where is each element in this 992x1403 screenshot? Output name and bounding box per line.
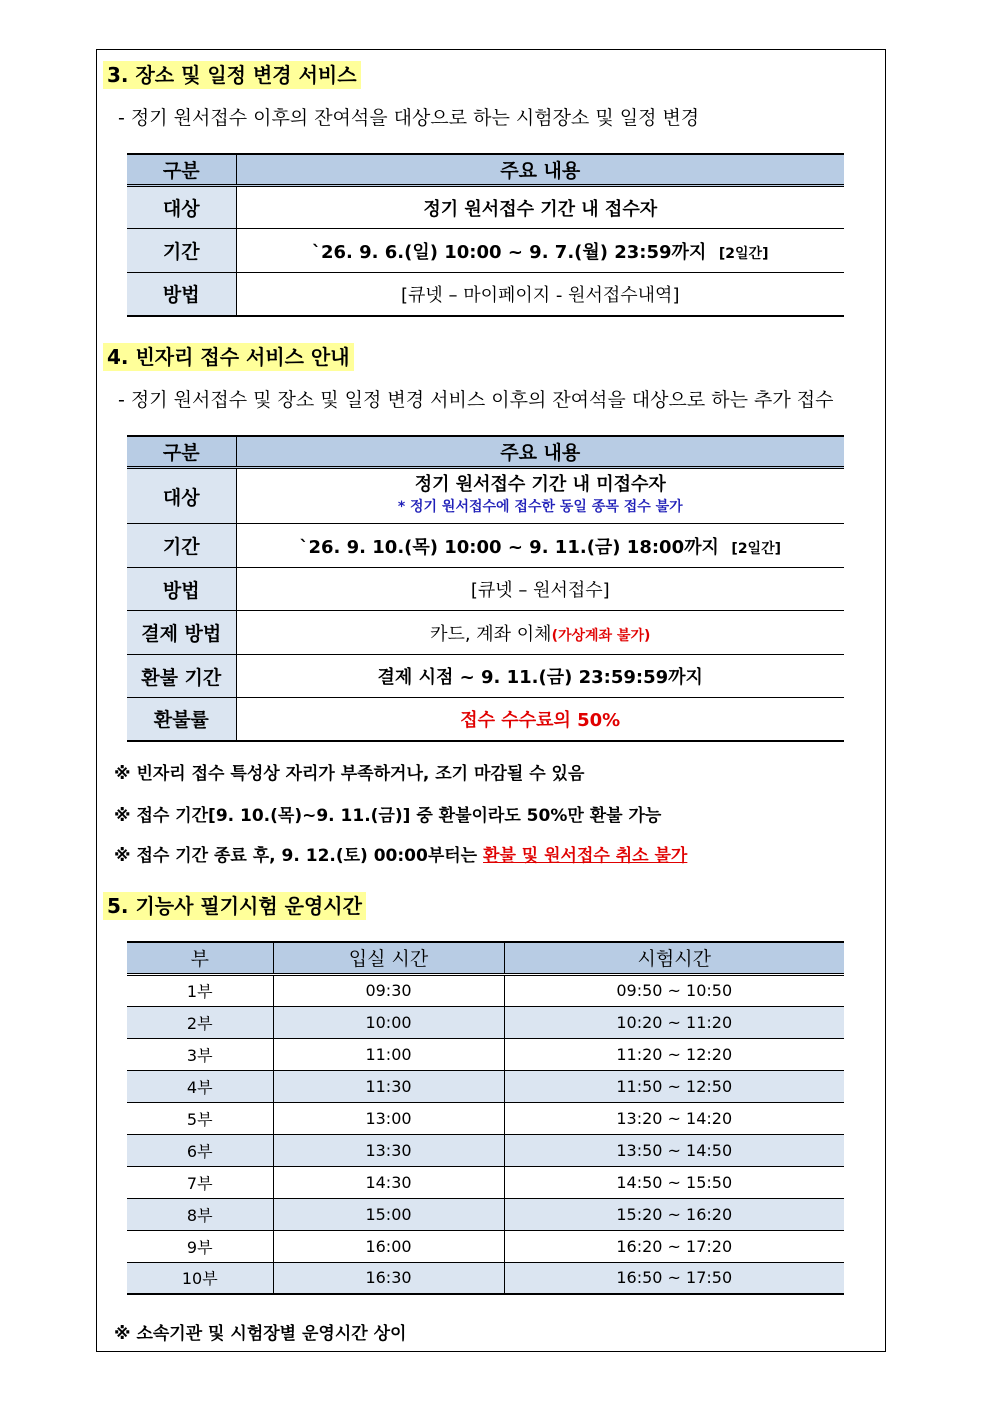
table-header: 주요 내용: [236, 436, 844, 468]
table-row: [127, 273, 844, 316]
table-row: [127, 611, 844, 655]
table-header: 구분: [127, 436, 236, 468]
table-row: [127, 1134, 844, 1166]
row-value: [큐넷 – 마이페이지 - 원서접수내역]: [236, 273, 844, 316]
row-label: 결제 방법: [127, 611, 236, 655]
table-row: [127, 698, 844, 741]
row-value-suffix: (가상계좌 불가): [551, 627, 651, 644]
entry-time-cell: 16:00: [273, 1230, 504, 1262]
table-row: [127, 1006, 844, 1038]
exam-time-cell: 11:20 ~ 12:20: [504, 1038, 844, 1070]
session-cell: 8부: [127, 1198, 273, 1230]
row-label: 방법: [127, 273, 236, 316]
exam-time-cell: 16:50 ~ 17:50: [504, 1262, 844, 1294]
table-row: [127, 1102, 844, 1134]
row-value: 정기 원서접수 기간 내 미접수자: [414, 474, 666, 495]
section-4-title: 4. 빈자리 접수 서비스 안내: [103, 343, 354, 371]
table-row: [127, 1262, 844, 1294]
table-header: 시험시간: [504, 942, 844, 974]
section-4-description: - 정기 원서접수 및 장소 및 일정 변경 서비스 이후의 잔여석을 대상으로 하는 추가 접수: [118, 389, 834, 411]
exam-time-cell: 10:20 ~ 11:20: [504, 1006, 844, 1038]
session-cell: 10부: [127, 1262, 273, 1294]
entry-time-cell: 13:30: [273, 1134, 504, 1166]
note: ※ 접수 기간[9. 10.(목)~9. 11.(금)] 중 환불이라도 50%만 환불 가능: [114, 806, 662, 826]
note-text: ※ 접수 기간 종료 후, 9. 12.(토) 00:00부터는: [114, 846, 484, 866]
session-cell: 7부: [127, 1166, 273, 1198]
row-value: `26. 9. 10.(목) 10:00 ~ 9. 11.(금) 18:00까지: [299, 536, 719, 558]
entry-time-cell: 10:00: [273, 1006, 504, 1038]
note: ※ 빈자리 접수 특성상 자리가 부족하거나, 조기 마감될 수 있음: [114, 764, 585, 784]
table-row: [127, 186, 844, 229]
row-label: 환불 기간: [127, 655, 236, 698]
session-cell: 3부: [127, 1038, 273, 1070]
table-row: [127, 229, 844, 273]
session-cell: 5부: [127, 1102, 273, 1134]
schedule-table: [127, 941, 844, 1295]
exam-time-cell: 13:20 ~ 14:20: [504, 1102, 844, 1134]
entry-time-cell: 14:30: [273, 1166, 504, 1198]
exam-time-cell: 13:50 ~ 14:50: [504, 1134, 844, 1166]
session-cell: 4부: [127, 1070, 273, 1102]
note: [114, 844, 687, 868]
table-header: 주요 내용: [236, 154, 844, 186]
row-label: 대상: [127, 468, 236, 524]
session-cell: 6부: [127, 1134, 273, 1166]
row-label: 환불률: [127, 698, 236, 741]
exam-time-cell: 09:50 ~ 10:50: [504, 974, 844, 1006]
entry-time-cell: 16:30: [273, 1262, 504, 1294]
exam-time-cell: 15:20 ~ 16:20: [504, 1198, 844, 1230]
session-cell: 2부: [127, 1006, 273, 1038]
table-header: 입실 시간: [273, 942, 504, 974]
table-row: [127, 1198, 844, 1230]
entry-time-cell: 11:30: [273, 1070, 504, 1102]
table-row: [127, 568, 844, 611]
exam-time-cell: 16:20 ~ 17:20: [504, 1230, 844, 1262]
exam-time-cell: 14:50 ~ 15:50: [504, 1166, 844, 1198]
section-3-description: - 정기 원서접수 이후의 잔여석을 대상으로 하는 시험장소 및 일정 변경: [118, 107, 700, 129]
note: ※ 소속기관 및 시험장별 운영시간 상이: [114, 1324, 407, 1344]
row-value: `26. 9. 6.(일) 10:00 ~ 9. 7.(월) 23:59까지: [312, 241, 707, 263]
row-value-suffix: [2일간]: [718, 245, 769, 262]
entry-time-cell: 15:00: [273, 1198, 504, 1230]
row-value: 결제 시점 ~ 9. 11.(금) 23:59:59까지: [236, 655, 844, 698]
row-value: 카드, 계좌 이체: [430, 623, 552, 645]
section-5-title: 5. 기능사 필기시험 운영시간: [103, 892, 366, 920]
table-row: [127, 1166, 844, 1198]
row-value-note: * 정기 원서접수에 접수한 동일 종목 접수 불가: [397, 499, 683, 515]
table-row: [127, 1038, 844, 1070]
session-cell: 9부: [127, 1230, 273, 1262]
table-row: [127, 1070, 844, 1102]
session-cell: 1부: [127, 974, 273, 1006]
row-value: 접수 수수료의 50%: [236, 698, 844, 741]
entry-time-cell: 13:00: [273, 1102, 504, 1134]
table-row: [127, 974, 844, 1006]
section-3-title: 3. 장소 및 일정 변경 서비스: [103, 61, 361, 89]
row-label: 기간: [127, 524, 236, 568]
exam-time-cell: 11:50 ~ 12:50: [504, 1070, 844, 1102]
row-label: 방법: [127, 568, 236, 611]
table-row: [127, 655, 844, 698]
table-row: [127, 468, 844, 524]
section-4-table: [127, 435, 844, 742]
note-warning: 환불 및 원서접수 취소 불가: [483, 846, 688, 866]
row-label: 기간: [127, 229, 236, 273]
table-header: 구분: [127, 154, 236, 186]
row-value-suffix: [2일간]: [731, 540, 782, 557]
table-row: [127, 524, 844, 568]
row-value: 정기 원서접수 기간 내 접수자: [236, 186, 844, 229]
row-value: [큐넷 – 원서접수]: [236, 568, 844, 611]
row-label: 대상: [127, 186, 236, 229]
section-3-table: [127, 153, 844, 317]
table-row: [127, 1230, 844, 1262]
entry-time-cell: 11:00: [273, 1038, 504, 1070]
table-header: 부: [127, 942, 273, 974]
entry-time-cell: 09:30: [273, 974, 504, 1006]
